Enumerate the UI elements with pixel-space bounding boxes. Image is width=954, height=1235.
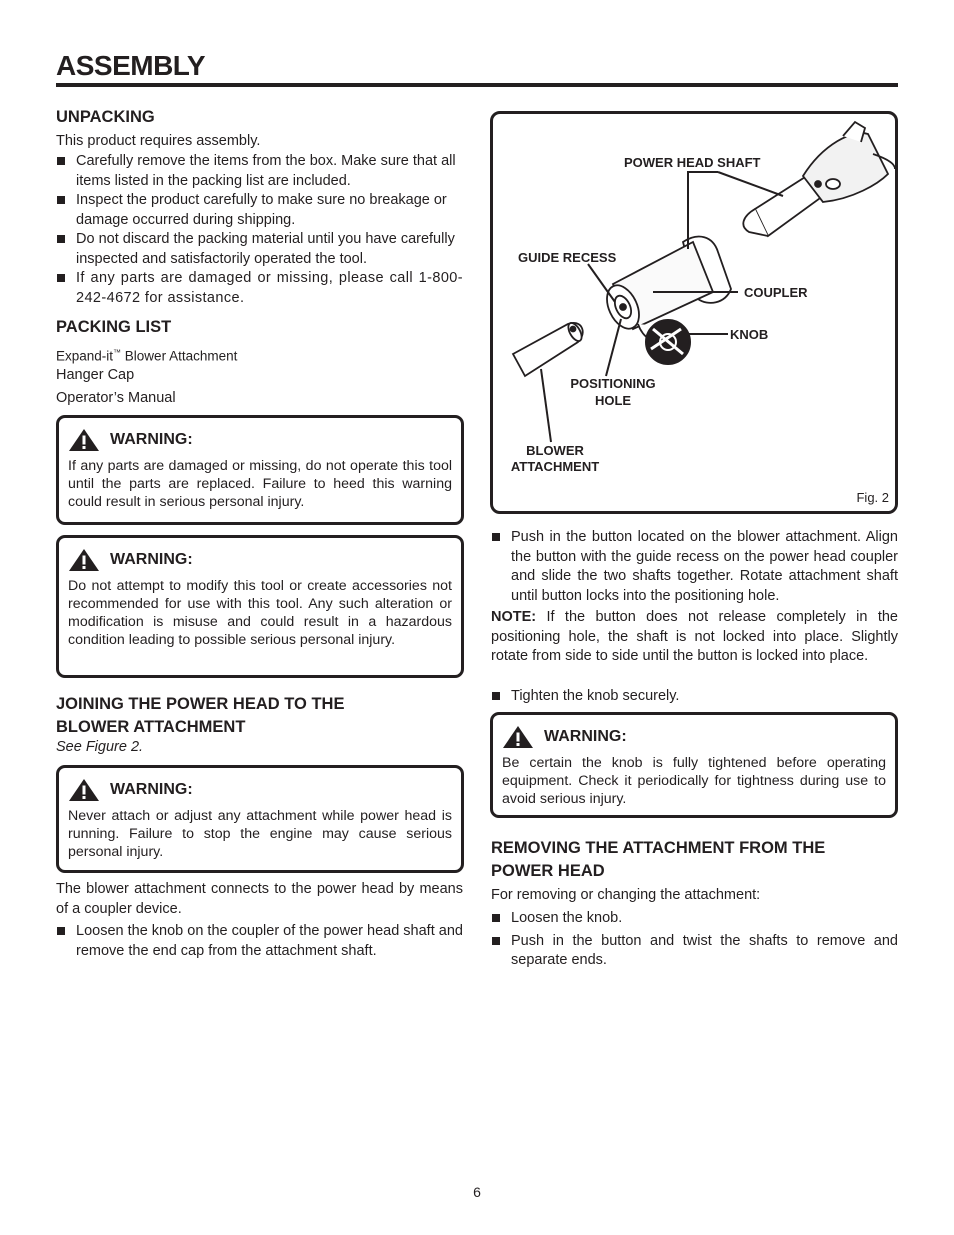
figure-caption: Fig. 2 <box>856 490 889 505</box>
unpacking-heading: UNPACKING <box>56 108 155 126</box>
warning-header <box>502 725 886 749</box>
warning-box-2 <box>56 535 464 678</box>
warning-header <box>68 428 452 452</box>
warning-title: WARNING: <box>110 551 193 568</box>
packing-list-heading: PACKING LIST <box>56 318 172 336</box>
joining-list-2 <box>491 528 898 606</box>
warning-header <box>68 548 452 572</box>
removing-heading-line-1: REMOVING THE ATTACHMENT FROM THE <box>491 839 826 857</box>
blower-attachment-drawing <box>513 321 584 376</box>
label-knob: KNOB <box>730 327 769 342</box>
packing-list-item-1 <box>56 341 237 368</box>
list-item: Do not discard the packing material until you have carefully inspected and satisfactorily operated the tool. <box>56 230 463 269</box>
page-title: ASSEMBLY <box>56 50 206 81</box>
warning-box-4 <box>490 712 898 818</box>
removing-intro: For removing or changing the attachment: <box>491 887 761 903</box>
warning-header <box>68 778 452 802</box>
warning-box-3 <box>56 765 464 873</box>
warning-title: WARNING: <box>110 431 193 448</box>
figure-2 <box>490 111 898 514</box>
label-hole: HOLE <box>594 393 632 408</box>
note-text: If the button does not release completely in the positioning hole, the shaft is not locked into place. Slightly rotate from side to side until the button is locked into place. <box>491 609 898 664</box>
unpacking-list <box>56 152 463 308</box>
warning-text: If any parts are damaged or missing, do not operate this tool until the parts are replaced. Failure to heed this warning could result in serious personal injury. <box>68 458 452 510</box>
page-number: 6 <box>473 1184 481 1200</box>
warning-triangle-icon <box>502 725 534 749</box>
warning-title: WARNING: <box>544 728 627 745</box>
list-item: Push in the button and twist the shafts to remove and separate ends. <box>491 932 898 971</box>
joining-heading-line-1: JOINING THE POWER HEAD TO THE <box>56 695 345 713</box>
list-item: Carefully remove the items from the box. Make sure that all items listed in the packing list are included. <box>56 152 463 191</box>
warning-box-1 <box>56 415 464 525</box>
see-figure-text: See Figure 2. <box>56 739 144 755</box>
packing-list-item-2: Hanger Cap <box>56 367 135 383</box>
warning-text: Do not attempt to modify this tool or create accessories not recommended for use with this tool. Any such alteration or modification is misuse and could result in a hazardous condition leading to possible serious personal injury. <box>68 578 452 648</box>
packing-list-item-3: Operator’s Manual <box>56 390 176 406</box>
label-blower: BLOWER <box>526 443 584 458</box>
label-positioning: POSITIONING <box>570 376 656 391</box>
label-attachment: ATTACHMENT <box>510 459 600 474</box>
note-label: NOTE: <box>491 609 537 625</box>
packing-item-name: Expand-it <box>56 348 114 364</box>
list-item: Inspect the product carefully to make sure no breakage or damage occurred during shipping. <box>56 191 463 230</box>
note-paragraph <box>491 608 898 667</box>
warning-triangle-icon <box>68 548 100 572</box>
joining-list-1 <box>56 922 463 961</box>
removing-heading-line-2: POWER HEAD <box>491 862 605 880</box>
joining-heading-line-2: BLOWER ATTACHMENT <box>56 718 246 736</box>
coupler-paragraph: The blower attachment connects to the power head by means of a coupler device. <box>56 881 463 917</box>
trademark-symbol: ™ <box>113 348 122 357</box>
warning-text: Be certain the knob is fully tightened before operating equipment. Check it periodically for tightness during use to avoid serious injury. <box>502 755 886 807</box>
warning-text: Never attach or adjust any attachment while power head is running. Failure to stop the engine may cause serious personal injury. <box>68 808 452 860</box>
title-rule <box>56 83 898 87</box>
power-head-shaft-drawing <box>755 122 895 236</box>
label-coupler: COUPLER <box>744 285 808 300</box>
list-item: If any parts are damaged or missing, please call 1-800-242-4672 for assistance. <box>56 269 463 308</box>
joining-list-3 <box>491 687 898 707</box>
list-item: Tighten the knob securely. <box>491 687 898 707</box>
packing-item-suffix: Blower Attachment <box>121 348 238 364</box>
warning-triangle-icon <box>68 778 100 802</box>
unpacking-intro: This product requires assembly. <box>56 133 261 149</box>
label-guide-recess: GUIDE RECESS <box>518 250 617 265</box>
list-item: Loosen the knob. <box>491 909 898 929</box>
list-item: Loosen the knob on the coupler of the power head shaft and remove the end cap from the attachment shaft. <box>56 922 463 961</box>
list-item: Push in the button located on the blower attachment. Align the button with the guide recess on the power head coupler and slide the two shafts together. Rotate attachment shaft until button locks into the positioning hole. <box>491 528 898 606</box>
label-power-head-shaft: POWER HEAD SHAFT <box>624 155 761 170</box>
figure-illustration <box>493 114 895 511</box>
warning-triangle-icon <box>68 428 100 452</box>
removing-list <box>491 909 898 971</box>
warning-title: WARNING: <box>110 781 193 798</box>
see-figure-reference <box>56 738 143 758</box>
knob-drawing <box>646 320 690 364</box>
